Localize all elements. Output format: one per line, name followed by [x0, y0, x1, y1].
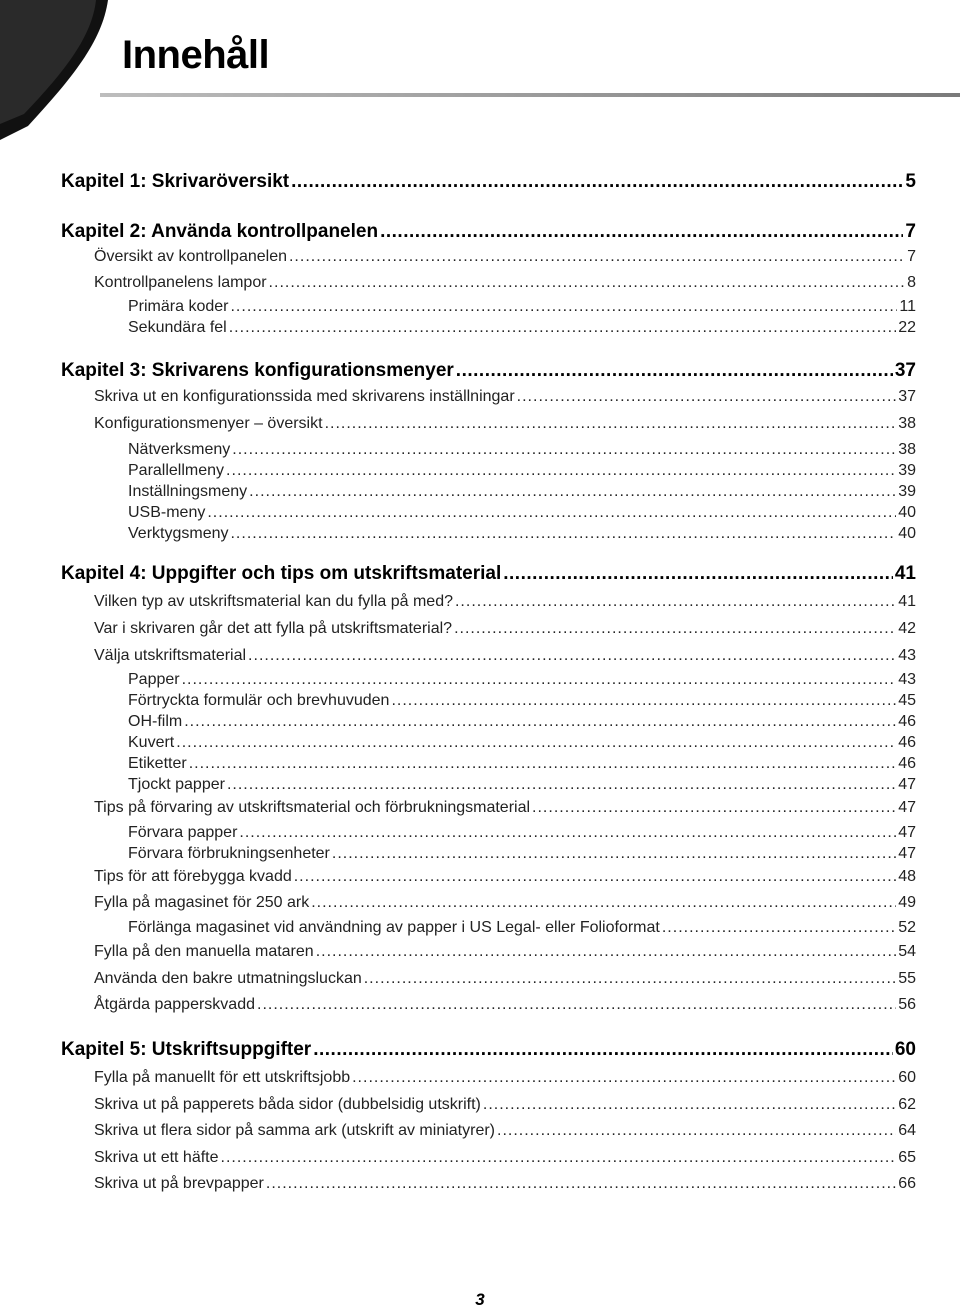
toc-entry[interactable] — [94, 868, 916, 886]
toc-entry-label: Kapitel 3: Skrivarens konfigurationsmenyer — [61, 360, 454, 381]
page-title: Innehåll — [122, 33, 270, 77]
toc-entry-label: Kapitel 1: Skrivaröversikt — [61, 171, 290, 192]
toc-entry-label: Sekundära fel — [128, 319, 227, 336]
toc-entry-page: 47 — [898, 845, 916, 862]
toc-entry[interactable] — [128, 734, 916, 752]
toc-entry-page: 39 — [898, 483, 916, 500]
toc-entry-label: Förvara papper — [128, 824, 238, 841]
dot-leader — [221, 1149, 897, 1167]
toc-entry[interactable] — [128, 319, 916, 337]
toc-entry-page: 40 — [898, 504, 916, 521]
dot-leader — [662, 919, 896, 937]
dot-leader — [189, 755, 897, 773]
dot-leader — [257, 996, 896, 1014]
toc-entry-label: Skriva ut på brevpapper — [94, 1175, 264, 1192]
page-number: 3 — [475, 1290, 485, 1309]
toc-chapter-entry[interactable] — [61, 1039, 916, 1061]
dot-leader — [503, 563, 893, 585]
dot-leader — [230, 298, 897, 316]
toc-entry-label: Konfigurationsmenyer – översikt — [94, 415, 323, 432]
toc-entry-page: 65 — [898, 1149, 916, 1166]
dot-leader — [391, 692, 896, 710]
dot-leader — [266, 1175, 896, 1193]
dot-leader — [532, 799, 896, 817]
dot-leader — [249, 483, 896, 501]
toc-entry-label: Kontrollpanelens lampor — [94, 274, 267, 291]
toc-entry[interactable] — [128, 671, 916, 689]
dot-leader — [232, 441, 896, 459]
dot-leader — [289, 248, 905, 266]
toc-entry-page: 43 — [898, 647, 916, 664]
toc-entry[interactable] — [128, 713, 916, 731]
toc-entry[interactable] — [94, 415, 916, 433]
toc-entry-label: Välja utskriftsmaterial — [94, 647, 247, 664]
toc-entry-label: Tjockt papper — [128, 776, 225, 793]
dot-leader — [294, 868, 896, 886]
dot-leader — [483, 1096, 896, 1114]
toc-entry-label: OH-film — [128, 713, 183, 730]
toc-entry-page: 47 — [898, 824, 916, 841]
toc-entry-label: Kapitel 5: Utskriftsuppgifter — [61, 1039, 312, 1060]
toc-entry[interactable] — [94, 799, 916, 817]
toc-entry-label: Skriva ut flera sidor på samma ark (utskrift av miniatyrer) — [94, 1122, 495, 1139]
toc-chapter-entry[interactable] — [61, 360, 916, 382]
toc-entry-page: 60 — [894, 1039, 916, 1060]
toc-entry-label: Använda den bakre utmatningsluckan — [94, 970, 362, 987]
toc-entry[interactable] — [94, 274, 916, 292]
toc-entry-page: 7 — [905, 221, 916, 242]
toc-entry[interactable] — [94, 593, 916, 611]
toc-entry-page: 40 — [898, 525, 916, 542]
toc-entry[interactable] — [128, 298, 916, 316]
toc-entry-page: 37 — [898, 388, 916, 405]
dot-leader — [316, 943, 897, 961]
toc-entry[interactable] — [94, 620, 916, 638]
toc-entry-label: Vilken typ av utskriftsmaterial kan du fylla på med? — [94, 593, 453, 610]
dot-leader — [517, 388, 897, 406]
toc-entry-label: Inställningsmeny — [128, 483, 248, 500]
toc-entry-page: 46 — [898, 755, 916, 772]
toc-entry[interactable] — [94, 996, 916, 1014]
toc-entry-page: 39 — [898, 462, 916, 479]
toc-entry-label: Etiketter — [128, 755, 187, 772]
toc-entry[interactable] — [94, 388, 916, 406]
dot-leader — [230, 525, 896, 543]
toc-entry-label: Papper — [128, 671, 180, 688]
toc-entry[interactable] — [128, 824, 916, 842]
dot-leader — [325, 415, 897, 433]
toc-entry[interactable] — [94, 970, 916, 988]
toc-entry[interactable] — [94, 1069, 916, 1087]
toc-entry-page: 41 — [898, 593, 916, 610]
toc-entry[interactable] — [128, 845, 916, 863]
toc-entry[interactable] — [94, 1149, 916, 1167]
toc-entry-label: Kapitel 4: Uppgifter och tips om utskriftsmaterial — [61, 563, 502, 584]
toc-entry-page: 48 — [898, 868, 916, 885]
dot-leader — [352, 1069, 896, 1087]
toc-entry-label: Skriva ut på papperets båda sidor (dubbelsidig utskrift) — [94, 1096, 481, 1113]
toc-entry-label: Tips för att förebygga kvadd — [94, 868, 292, 885]
toc-entry-page: 66 — [898, 1175, 916, 1192]
toc-entry-label: Skriva ut en konfigurationssida med skrivarens inställningar — [94, 388, 515, 405]
toc-entry[interactable] — [94, 894, 916, 912]
toc-entry[interactable] — [94, 943, 916, 961]
toc-entry-label: Kuvert — [128, 734, 175, 751]
toc-chapter-entry[interactable] — [61, 171, 916, 193]
toc-entry-page: 49 — [898, 894, 916, 911]
toc-entry[interactable] — [128, 504, 916, 522]
toc-entry[interactable] — [128, 483, 916, 501]
toc-entry-page: 54 — [898, 943, 916, 960]
toc-entry-page: 42 — [898, 620, 916, 637]
toc-entry-page: 60 — [898, 1069, 916, 1086]
dot-leader — [332, 845, 896, 863]
dot-leader — [454, 620, 896, 638]
toc-entry[interactable] — [94, 1175, 916, 1193]
dot-leader — [380, 221, 903, 243]
toc-entry-page: 37 — [894, 360, 916, 381]
toc-entry-label: Förtryckta formulär och brevhuvuden — [128, 692, 390, 709]
toc-entry[interactable] — [128, 462, 916, 480]
toc-entry-page: 64 — [898, 1122, 916, 1139]
toc-entry[interactable] — [94, 647, 916, 665]
toc-entry-label: Nätverksmeny — [128, 441, 231, 458]
dot-leader — [311, 894, 896, 912]
toc-entry-page: 22 — [898, 319, 916, 336]
toc-entry-label: Parallellmeny — [128, 462, 225, 479]
dot-leader — [364, 970, 896, 988]
dot-leader — [184, 713, 896, 731]
dot-leader — [291, 171, 903, 193]
dot-leader — [207, 504, 896, 522]
toc-entry-page: 43 — [898, 671, 916, 688]
toc-entry-label: Åtgärda papperskvadd — [94, 996, 255, 1013]
dot-leader — [455, 593, 896, 611]
toc-entry-page: 8 — [907, 274, 916, 291]
toc-entry-label: Förlänga magasinet vid användning av papper i US Legal- eller Folioformat — [128, 919, 660, 936]
toc-entry[interactable] — [128, 525, 916, 543]
dot-leader — [497, 1122, 896, 1140]
toc-entry-page: 46 — [898, 734, 916, 751]
toc-entry-page: 38 — [898, 441, 916, 458]
toc-entry-label: Primära koder — [128, 298, 229, 315]
toc-entry[interactable] — [128, 755, 916, 773]
toc-entry[interactable] — [94, 1122, 916, 1140]
toc-entry-label: Skriva ut ett häfte — [94, 1149, 219, 1166]
dot-leader — [313, 1039, 893, 1061]
toc-entry-label: USB-meny — [128, 504, 206, 521]
toc-entry-label: Tips på förvaring av utskriftsmaterial och förbrukningsmaterial — [94, 799, 531, 816]
toc-entry-page: 47 — [898, 776, 916, 793]
toc-chapter-entry[interactable] — [61, 221, 916, 243]
toc-chapter-entry[interactable] — [61, 563, 916, 585]
dot-leader — [227, 776, 896, 794]
toc-entry-page: 46 — [898, 713, 916, 730]
dot-leader — [229, 319, 896, 337]
toc-entry-label: Fylla på magasinet för 250 ark — [94, 894, 310, 911]
toc-entry-label: Översikt av kontrollpanelen — [94, 248, 287, 265]
toc-entry-page: 55 — [898, 970, 916, 987]
toc-entry-label: Förvara förbrukningsenheter — [128, 845, 330, 862]
dot-leader — [182, 671, 897, 689]
toc-entry[interactable] — [128, 919, 916, 937]
dot-leader — [269, 274, 906, 292]
toc-entry-page: 38 — [898, 415, 916, 432]
toc-entry-page: 45 — [898, 692, 916, 709]
toc-entry-label: Kapitel 2: Använda kontrollpanelen — [61, 221, 379, 242]
toc-entry-label: Fylla på den manuella mataren — [94, 943, 314, 960]
toc-entry-page: 62 — [898, 1096, 916, 1113]
toc-entry-label: Fylla på manuellt för ett utskriftsjobb — [94, 1069, 351, 1086]
toc-entry-page: 56 — [898, 996, 916, 1013]
dot-leader — [239, 824, 896, 842]
toc-entry[interactable] — [94, 248, 916, 266]
toc-entry-page: 5 — [905, 171, 916, 192]
toc-entry[interactable] — [128, 776, 916, 794]
toc-entry-label: Var i skrivaren går det att fylla på utskriftsmaterial? — [94, 620, 453, 637]
dot-leader — [226, 462, 896, 480]
toc-entry[interactable] — [128, 441, 916, 459]
toc-entry-page: 41 — [894, 563, 916, 584]
dot-leader — [248, 647, 896, 665]
toc-entry[interactable] — [128, 692, 916, 710]
toc-entry-page: 52 — [898, 919, 916, 936]
toc-entry[interactable] — [94, 1096, 916, 1114]
toc-entry-page: 7 — [907, 248, 916, 265]
toc-entry-page: 47 — [898, 799, 916, 816]
dot-leader — [456, 360, 893, 382]
toc-entry-page: 11 — [899, 298, 916, 315]
dot-leader — [176, 734, 896, 752]
toc-entry-label: Verktygsmeny — [128, 525, 229, 542]
